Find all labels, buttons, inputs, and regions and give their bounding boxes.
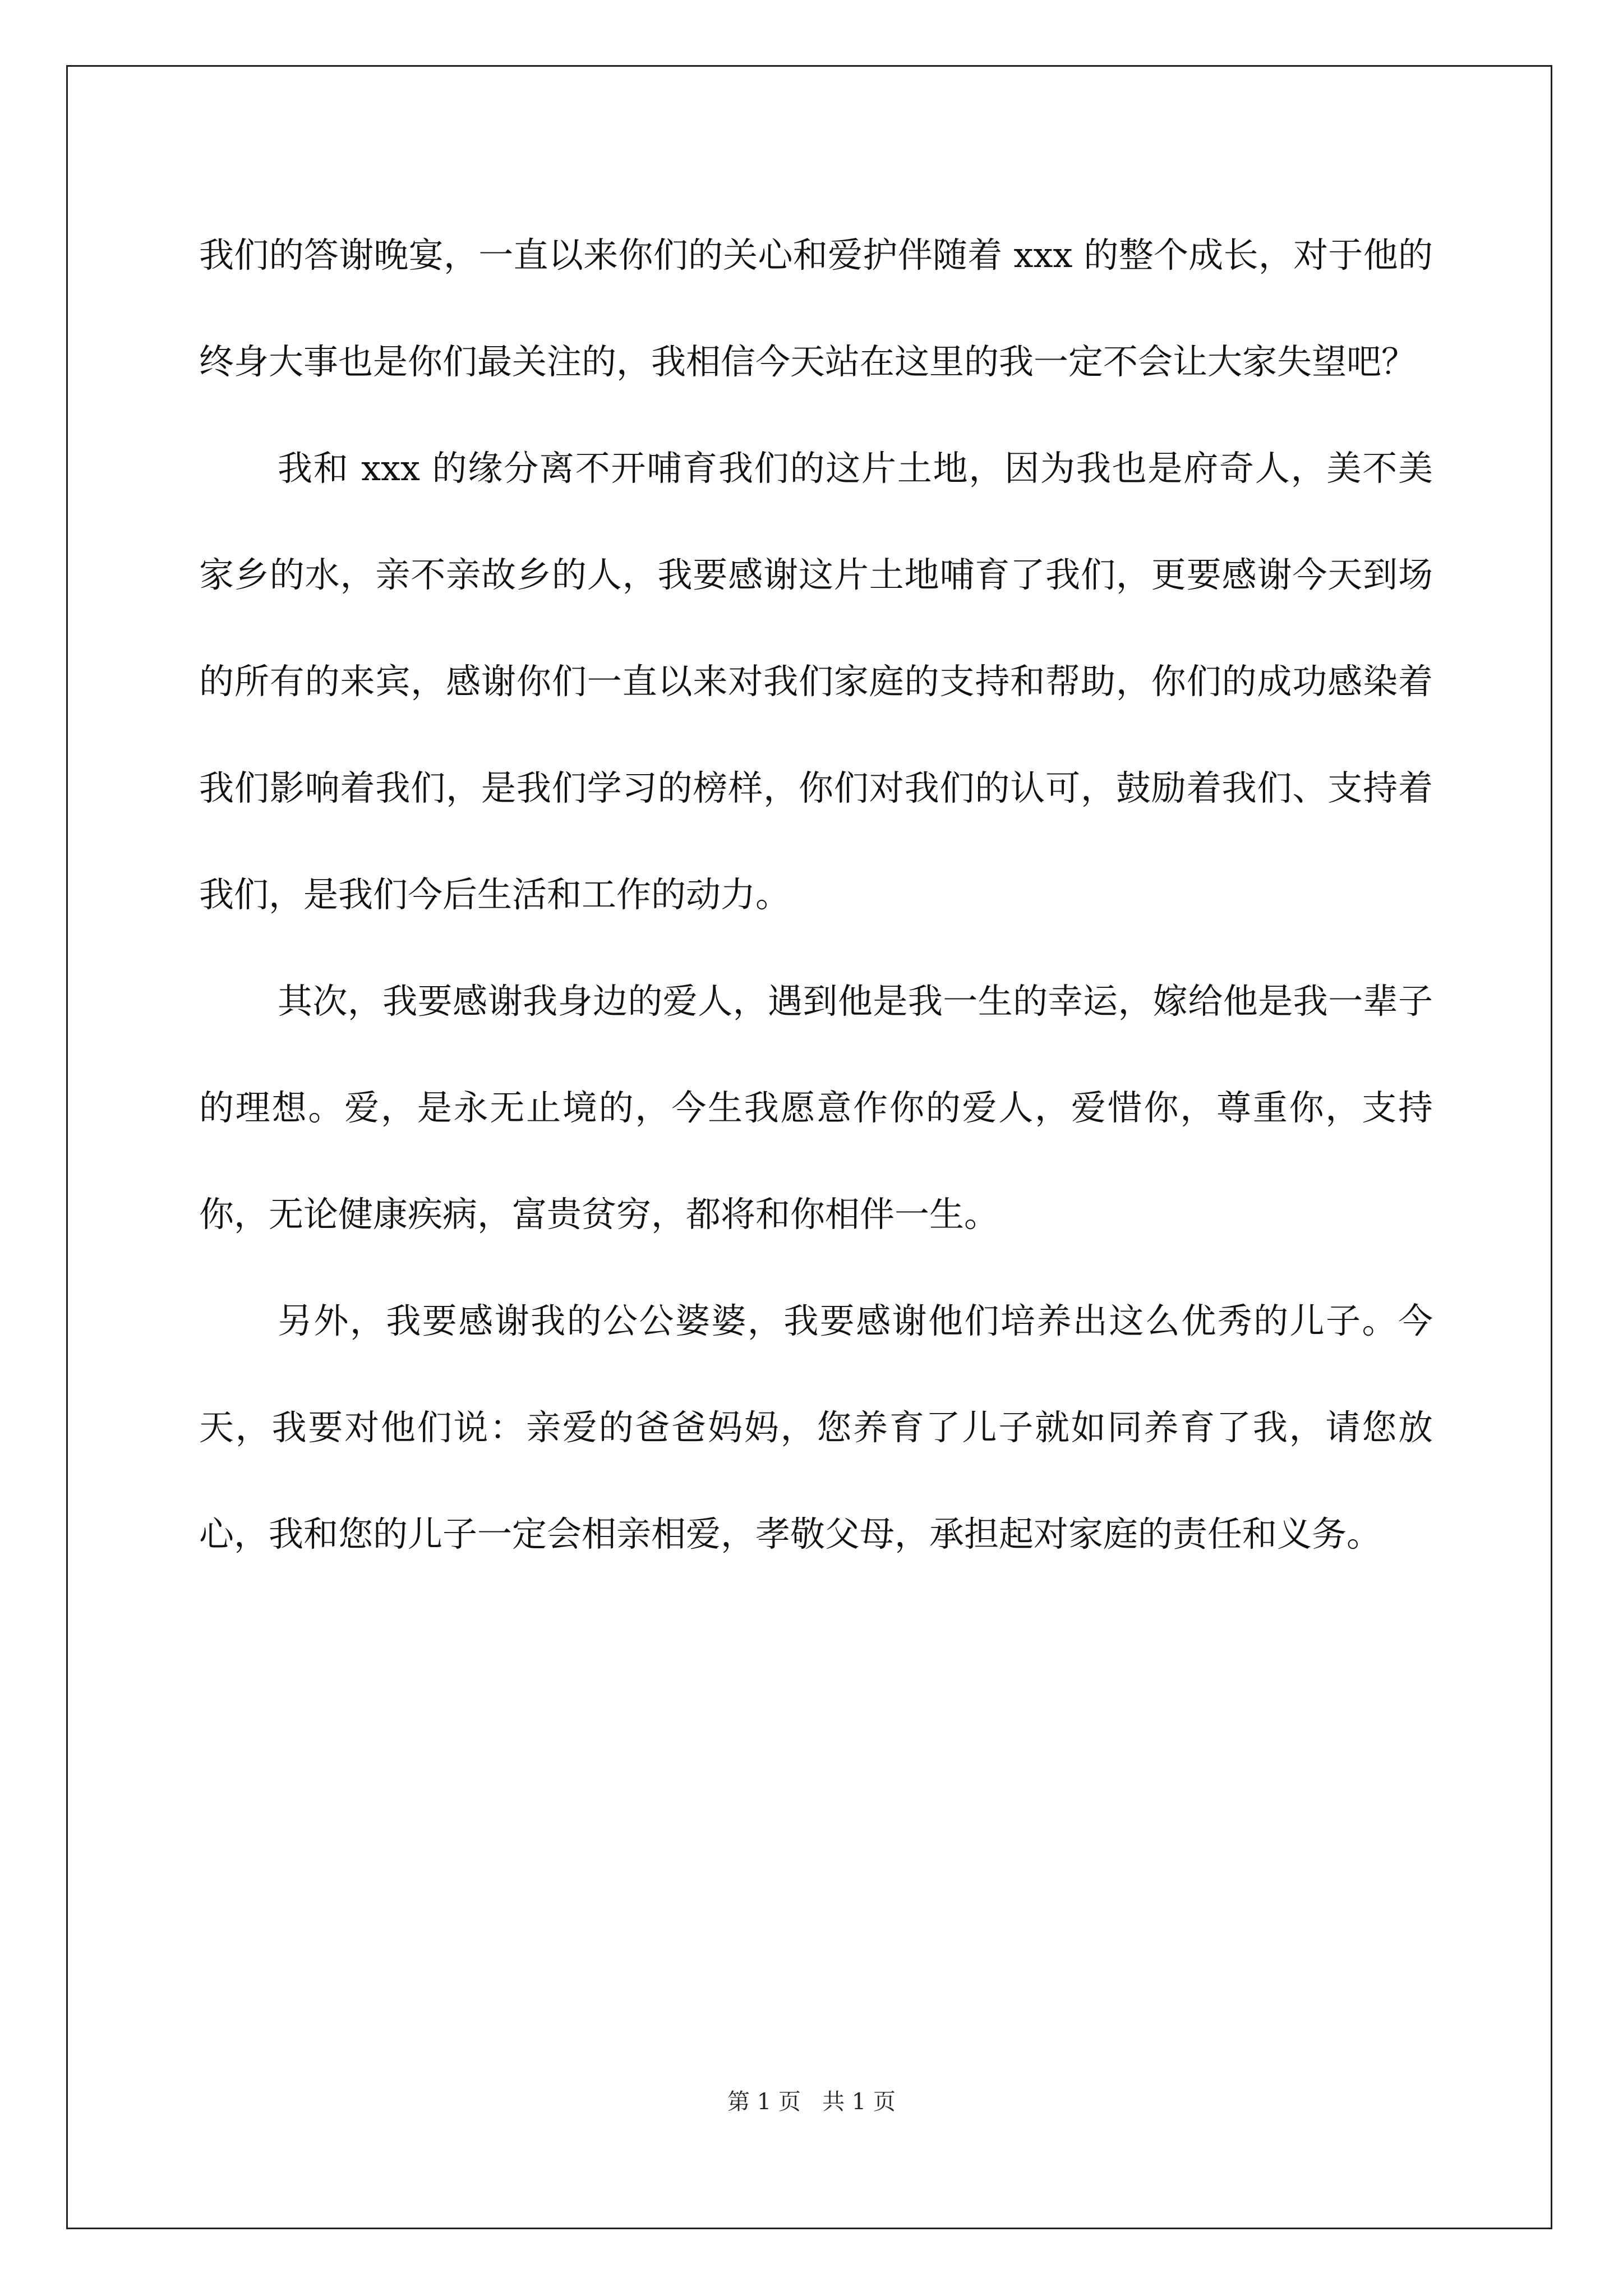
paragraph-4: 另外，我要感谢我的公公婆婆，我要感谢他们培养出这么优秀的儿子。今天，我要对他们说：亲爱的爸爸妈妈，您养育了儿子就如同养育了我，请您放心，我和您的儿子一定会相亲相爱，孝敬父母，承担起对家庭的责任和义务。 — [199, 1300, 1433, 1554]
paragraph-2: 我和 xxx 的缘分离不开哺育我们的这片土地，因为我也是府奇人，美不美家乡的水，亲不亲故乡的人，我要感谢这片土地哺育了我们，更要感谢今天到场的所有的来宾，感谢你们一直以来对我们家庭的支持和帮助，你们的成功感染着我们影响着我们，是我们学习的榜样，你们对我们的认可，鼓励着我们、支持着我们，是我们今后生活和工作的动力。 — [199, 448, 1433, 915]
paragraph-1: 我们的答谢晚宴，一直以来你们的关心和爱护伴随着 xxx 的整个成长，对于他的终身大事也是你们最关注的，我相信今天站在这里的我一定不会让大家失望吧？ — [199, 234, 1433, 382]
document-body — [199, 202, 1433, 1588]
page-footer: 第 1 页 共 1 页 — [727, 2089, 896, 2115]
paragraph-3: 其次，我要感谢我身边的爱人，遇到他是我一生的幸运，嫁给他是我一辈子的理想。爱，是永无止境的，今生我愿意作你的爱人，爱惜你，尊重你，支持你，无论健康疾病，富贵贫穷，都将和你相伴一生。 — [199, 981, 1433, 1235]
